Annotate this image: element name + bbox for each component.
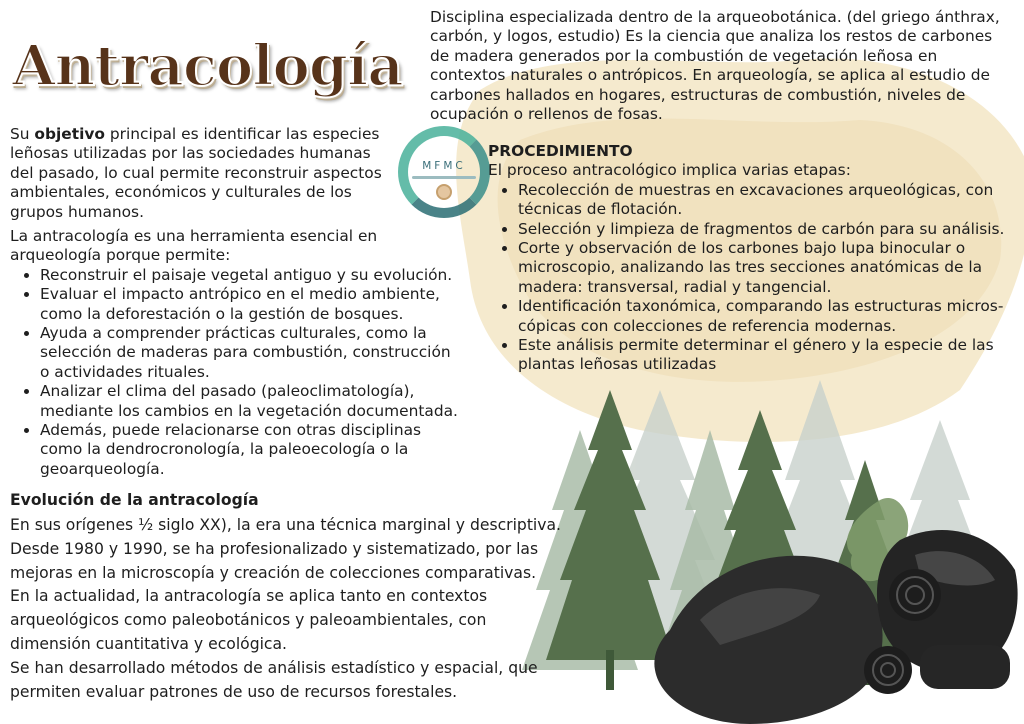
- page-title: [12, 22, 412, 110]
- list-item: • Recolección de muestras en excavaciones arqueológicas, con técnicas de flotación.: [518, 181, 1018, 220]
- objective-paragraph: [10, 125, 398, 222]
- mfmc-logo: [398, 126, 490, 218]
- list-item: • Evaluar el impacto antrópico en el medio ambiente, como la deforestación o la gestión de bosques.: [40, 285, 462, 324]
- logo-underline: [412, 176, 476, 179]
- procedure-heading: PROCEDIMIENTO: [488, 142, 633, 160]
- objective-prefix: Su: [10, 125, 35, 143]
- list-item: • Ayuda a comprender prácticas culturales, como la selección de maderas para combustión, construcción o actividades rituales.: [40, 324, 462, 382]
- evolution-heading: Evolución de la antracología: [10, 491, 259, 509]
- tool-lead: La antracología es una herramienta esencial en arqueología porque permite:: [10, 227, 378, 265]
- list-item: • Analizar el clima del pasado (paleoclimatología), mediante los cambios en la vegetación documentada.: [40, 382, 462, 421]
- evolution-section: [10, 488, 570, 704]
- objective-rest: principal es identificar las especies leñosas utilizadas por las sociedades humanas del pasado, lo cual permite reconstruir aspectos ambientales, económicos y culturales de los grupos humanos.: [10, 125, 382, 221]
- list-item: • Selección y limpieza de fragmentos de carbón para su análisis.: [518, 220, 1018, 239]
- logo-text: MFMC: [422, 160, 466, 172]
- list-item: • Además, puede relacionarse con otras disciplinas como la dendrocronología, la paleoecología o la geoarqueología.: [40, 421, 462, 479]
- list-item: • Reconstruir el paisaje vegetal antiguo y su evolución.: [40, 266, 462, 285]
- evolution-line: Se han desarrollado métodos de análisis estadístico y espacial, que permiten evaluar patrones de uso de recursos forestales.: [10, 658, 538, 701]
- procedure-list: [488, 181, 1018, 375]
- tool-list: [10, 266, 462, 479]
- logo-ring: [398, 126, 490, 218]
- avatar: [436, 184, 452, 200]
- objective-text: [10, 125, 398, 222]
- list-item: • Corte y observación de los carbones bajo lupa binocular o microscopio, analizando las tres secciones anatómicas de la madera: transversal, radial y tangencial.: [518, 239, 1018, 297]
- list-item: • Este análisis permite determinar el género y la especie de las plantas leñosas utilizadas: [518, 336, 1018, 375]
- intro-text: Disciplina especializada dentro de la arqueobotánica. (del griego ánthrax, carbón, y logos, estudio) Es la ciencia que analiza los restos de carbones de madera generados por la combustión de vegetación leñosa en contextos naturales o antrópicos. En arqueología, se aplica al estudio de carbones hallados en hogares, estructuras de combustión, niveles de ocupación o rellenos de fosas.: [430, 8, 1000, 124]
- evolution-line: En sus orígenes ½ siglo XX), la era una técnica marginal y descriptiva.: [10, 516, 562, 534]
- page-title-text: Antracología: [12, 33, 403, 99]
- forest-charcoal-illustration: [520, 370, 1024, 724]
- objective-bold: objetivo: [34, 125, 105, 143]
- tool-section: [10, 227, 462, 479]
- evolution-line: Desde 1980 y 1990, se ha profesionalizado y sistematizado, por las mejoras en la microscopía y creación de colecciones comparativas.: [10, 539, 539, 582]
- list-item: • Identificación taxonómica, comparando las estructuras micros-cópicas con colecciones de referencia modernas.: [518, 297, 1018, 336]
- evolution-line: En la actualidad, la antracología se aplica tanto en contextos arqueológicos como paleobotánicos y paleoambientales, con dimensión cuantitativa y ecológica.: [10, 587, 488, 653]
- intro-paragraph: [430, 8, 1016, 124]
- procedure-lead: El proceso antracológico implica varias etapas:: [488, 161, 851, 180]
- procedure-section: [488, 142, 1018, 375]
